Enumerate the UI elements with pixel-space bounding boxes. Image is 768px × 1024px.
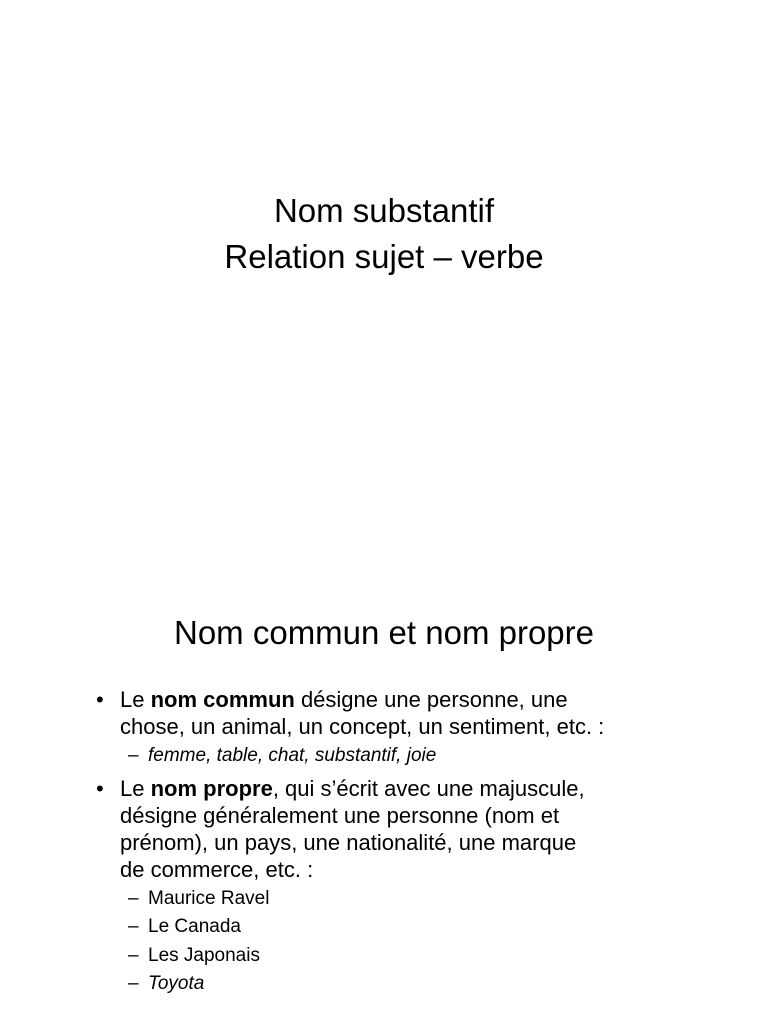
bullet-1-prefix: Le bbox=[120, 687, 151, 712]
title-line-1: Nom substantif bbox=[273, 192, 495, 229]
example-text: Maurice Ravel bbox=[148, 887, 270, 909]
example-text: Les Japonais bbox=[148, 944, 260, 966]
dash-marker: – bbox=[128, 745, 139, 766]
slide-2 bbox=[0, 512, 768, 1024]
example-text: Toyota bbox=[148, 973, 205, 994]
bullet-marker: • bbox=[96, 775, 104, 801]
dash-marker: – bbox=[128, 944, 139, 966]
bullet-2-line-3: prénom), un pays, une nationalité, une marque bbox=[120, 829, 577, 855]
bullet-2-rest: , qui s’écrit avec une majuscule, bbox=[272, 775, 585, 801]
bullet-1-examples bbox=[128, 742, 696, 771]
slide-1-title bbox=[0, 188, 768, 280]
slide-2-title: Nom commun et nom propre bbox=[174, 614, 594, 651]
bullet-2-line-2: désigne généralement une personne (nom et bbox=[120, 802, 560, 828]
bullet-1-line-2: chose, un animal, un concept, un sentiment, etc. : bbox=[120, 714, 605, 739]
bullet-nom-commun bbox=[96, 686, 696, 740]
dash-marker: – bbox=[128, 887, 139, 909]
example-item bbox=[128, 913, 696, 942]
bullet-1-line-1 bbox=[120, 686, 696, 713]
example-item bbox=[128, 970, 696, 999]
dash-marker: – bbox=[128, 916, 139, 937]
bullet-nom-propre bbox=[96, 775, 696, 883]
example-item bbox=[128, 742, 696, 771]
dash-marker: – bbox=[128, 973, 139, 994]
example-text: Le Canada bbox=[148, 916, 241, 937]
slide-2-content bbox=[96, 684, 696, 1003]
title-line-2: Relation sujet – verbe bbox=[224, 238, 544, 275]
bullet-1-rest: désigne une personne, une bbox=[294, 687, 568, 712]
bullet-1-term: nom commun bbox=[150, 687, 295, 712]
example-text: femme, table, chat, substantif, joie bbox=[148, 745, 437, 766]
bullet-2-prefix: Le bbox=[120, 775, 151, 801]
example-item bbox=[128, 885, 696, 914]
bullet-2-line-1 bbox=[120, 775, 696, 802]
bullet-2-line-4: de commerce, etc. : bbox=[120, 856, 314, 882]
bullet-marker: • bbox=[96, 687, 104, 712]
bullet-2-examples bbox=[128, 885, 696, 999]
bullet-2-term: nom propre bbox=[150, 775, 273, 801]
example-item bbox=[128, 942, 696, 971]
